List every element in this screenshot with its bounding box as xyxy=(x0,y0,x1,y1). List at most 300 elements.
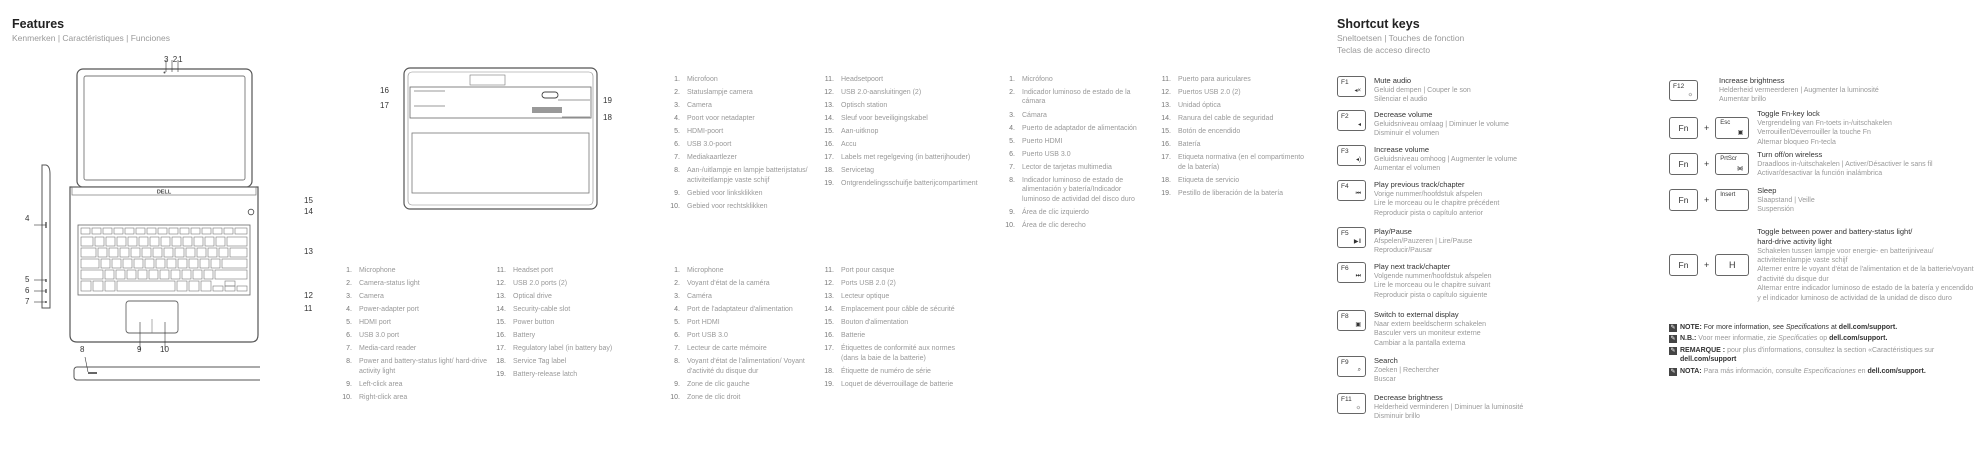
callout: 12 xyxy=(304,291,313,300)
feature-list-item xyxy=(494,318,644,327)
key-label: F8 xyxy=(1341,313,1349,320)
item-label: HDMI-poort xyxy=(687,128,724,136)
feature-list-item xyxy=(494,305,644,314)
item-label: Zone de clic gauche xyxy=(687,380,750,388)
item-label: Etiqueta de servicio xyxy=(1178,176,1240,184)
feature-list-fr-part1 xyxy=(668,266,818,406)
item-number: 5. xyxy=(674,128,680,136)
shortcut-translation: Slaapstand | Veille xyxy=(1757,196,1815,204)
item-label: Port pour casque xyxy=(841,267,895,274)
features-subtitle: Kenmerken | Caractéristiques | Funciones xyxy=(12,33,170,43)
item-number: 2. xyxy=(346,280,352,288)
item-label: Labels met regelgeving (in batterijhouder) xyxy=(841,154,971,162)
shortcut-translation: Geluidsniveau omhoog | Augmenter le volume xyxy=(1374,155,1518,163)
item-number: 8. xyxy=(1009,176,1015,184)
item-label: Port de l'adaptateur d'alimentation xyxy=(687,306,793,314)
feature-list-item xyxy=(822,179,982,188)
item-label: Regulatory label (in battery bay) xyxy=(513,345,613,353)
shortcut-row xyxy=(1337,145,1637,174)
shortcut-description xyxy=(1757,150,1932,179)
item-label: Etiqueta normativa (en el compartimento de la batería) xyxy=(1178,154,1305,171)
shortcut-row xyxy=(1669,76,1974,105)
item-label: Indicador luminoso de estado de alimentación y batería/Indicador luminoso de actividad del disco duro xyxy=(1022,176,1135,203)
key-label: F5 xyxy=(1341,230,1349,237)
shortcut-translation: Vorige nummer/hoofdstuk afspelen xyxy=(1374,190,1483,198)
item-number: 13. xyxy=(824,102,834,110)
function-key xyxy=(1337,310,1366,331)
item-number: 13. xyxy=(824,293,834,301)
item-label: Statuslampje camera xyxy=(687,89,753,97)
feature-list-item xyxy=(1159,176,1309,185)
shortcut-description xyxy=(1374,310,1486,348)
item-number: 9. xyxy=(674,380,680,388)
feature-list-item xyxy=(668,75,818,84)
shortcut-action: Play previous track/chapter xyxy=(1374,180,1465,189)
note-text: Para más información, consulte xyxy=(1703,367,1802,375)
feature-list-item xyxy=(668,153,818,162)
item-label: Servicetag xyxy=(841,167,875,175)
item-number: 3. xyxy=(346,293,352,301)
feature-list-item xyxy=(494,370,644,379)
key-glyph-icon: ⏭ xyxy=(1355,273,1361,279)
item-number: 1. xyxy=(346,267,352,274)
item-label: Optical drive xyxy=(513,293,552,301)
feature-list-item xyxy=(668,140,818,149)
item-number: 6. xyxy=(346,332,352,340)
feature-list-item xyxy=(340,380,490,389)
item-number: 17. xyxy=(824,345,834,353)
key-label: Esc xyxy=(1720,120,1731,127)
callout: 1 xyxy=(178,55,184,64)
key-label: F6 xyxy=(1341,265,1349,272)
callout: 11 xyxy=(304,304,313,313)
feature-list-item xyxy=(1003,163,1148,172)
feature-list-item xyxy=(668,88,818,97)
item-number: 8. xyxy=(346,358,352,366)
feature-list-nl-part1 xyxy=(668,75,818,215)
note-icon: ✎ xyxy=(1670,336,1676,343)
shortcut-description xyxy=(1374,76,1471,105)
item-label: Bouton d'alimentation xyxy=(841,319,909,327)
feature-list-item xyxy=(1159,88,1309,97)
feature-list-nl-part2 xyxy=(822,75,982,192)
note-italic: Specifications xyxy=(1785,324,1830,331)
item-label: Battery-release latch xyxy=(513,371,578,379)
shortcut-subtitle-line2: Teclas de acceso directo xyxy=(1337,45,1431,55)
shortcut-description xyxy=(1374,145,1517,174)
feature-list-item xyxy=(668,305,818,314)
key-glyph-icon: ⏮ xyxy=(1355,191,1361,197)
function-key xyxy=(1337,180,1366,201)
note-italic: Specificaties xyxy=(1778,335,1818,343)
feature-list-item xyxy=(822,367,972,376)
feature-list-item xyxy=(340,393,490,402)
plus-sign: + xyxy=(1704,195,1710,206)
fn-key: Fn xyxy=(1669,117,1698,139)
feature-list-item xyxy=(1159,189,1309,198)
feature-list-es-part2 xyxy=(1159,75,1309,202)
feature-list-item xyxy=(668,344,818,353)
item-label: Ports USB 2.0 (2) xyxy=(841,280,896,288)
item-label: Voyant d'état de l'alimentation/ Voyant d'activité du disque dur xyxy=(687,358,805,375)
feature-list-es-part1 xyxy=(1003,75,1148,234)
note-link[interactable]: dell.com/support. xyxy=(1867,367,1926,375)
shortcut-description xyxy=(1374,393,1523,422)
feature-list-item xyxy=(340,292,490,301)
item-number: 4. xyxy=(1009,124,1015,132)
item-number: 14. xyxy=(824,115,834,123)
key-label: F12 xyxy=(1673,82,1685,90)
key-glyph-icon: ⌕ xyxy=(1357,367,1361,373)
feature-list-item xyxy=(1003,111,1148,120)
shortcut-action: Increase brightness xyxy=(1719,76,1785,85)
shortcut-translation: Helderheid verminderen | Diminuer la luminosité xyxy=(1374,403,1524,411)
callout: 7 xyxy=(25,297,30,306)
feature-list-item xyxy=(494,292,644,301)
shortcut-action: Play next track/chapter xyxy=(1374,262,1451,271)
shortcut-description xyxy=(1757,109,1892,147)
item-label: Ranura del cable de seguridad xyxy=(1178,115,1274,123)
key-label: F3 xyxy=(1341,148,1349,155)
shortcut-title: Shortcut keys xyxy=(1337,17,1420,31)
feature-list-item xyxy=(822,292,972,301)
item-label: Optisch station xyxy=(841,102,888,110)
shortcut-row xyxy=(1337,310,1637,348)
feature-list-en-part1 xyxy=(340,266,490,406)
feature-list-item xyxy=(340,357,490,376)
item-label: Zone de clic droit xyxy=(687,393,741,401)
item-label: Microfoon xyxy=(687,76,718,83)
fn-key: Fn xyxy=(1669,153,1698,175)
item-label: Power-adapter port xyxy=(359,306,419,314)
feature-list-item xyxy=(340,318,490,327)
note-icon: ✎ xyxy=(1670,325,1676,331)
feature-list-item xyxy=(1003,137,1148,146)
feature-list-item xyxy=(1003,176,1148,204)
item-label: USB 2.0 ports (2) xyxy=(513,280,568,288)
function-key xyxy=(1337,110,1366,131)
shortcut-description xyxy=(1374,356,1439,385)
item-number: 12. xyxy=(824,89,834,97)
item-label: Unidad óptica xyxy=(1178,102,1221,110)
shortcut-row xyxy=(1669,227,1974,303)
shortcut-description xyxy=(1374,110,1509,139)
item-number: 7. xyxy=(346,345,352,353)
shortcut-action: Play/Pause xyxy=(1374,227,1412,236)
feature-list-en-part2 xyxy=(494,266,644,383)
item-number: 8. xyxy=(674,167,680,175)
shortcut-description xyxy=(1374,262,1492,300)
shortcut-translation: Schakelen tussen lampje voor energie- en batterijniveau/ activiteitenlampje vaste schijf xyxy=(1757,247,1934,264)
function-key xyxy=(1337,262,1366,283)
item-number: 15. xyxy=(1161,128,1171,136)
callout: 15 xyxy=(304,196,313,205)
item-number: 14. xyxy=(1161,115,1171,123)
feature-list-item xyxy=(1003,150,1148,159)
item-label: Port HDMI xyxy=(687,319,720,327)
shortcut-translation: Activar/desactivar la función inalámbrica xyxy=(1757,170,1883,178)
item-number: 19. xyxy=(824,380,834,388)
callout: 8 xyxy=(80,345,85,354)
shortcut-translation: Aumentar brillo xyxy=(1719,96,1767,104)
item-label: Port USB 3.0 xyxy=(687,332,728,340)
item-label: Headsetpoort xyxy=(841,76,884,83)
item-label: Batterie xyxy=(841,332,866,340)
item-number: 16. xyxy=(824,332,834,340)
combo-key xyxy=(1715,117,1749,139)
item-number: 16. xyxy=(1161,141,1171,149)
item-label: Camera xyxy=(687,102,712,110)
note-text: For more information, see xyxy=(1703,324,1784,331)
feature-list-item xyxy=(668,202,818,211)
feature-list-item xyxy=(822,101,982,110)
item-label: USB 3.0-poort xyxy=(687,141,732,149)
notes xyxy=(1669,323,1969,378)
shortcut-description xyxy=(1757,227,1974,303)
item-label: Power button xyxy=(513,319,555,327)
feature-list-item xyxy=(1003,75,1148,84)
shortcut-action: Increase volume xyxy=(1374,145,1430,154)
note-icon: ✎ xyxy=(1670,347,1676,354)
item-number: 4. xyxy=(674,115,680,123)
item-number: 4. xyxy=(346,306,352,314)
item-number: 9. xyxy=(346,380,352,388)
item-number: 3. xyxy=(674,102,680,110)
item-label: Cámara xyxy=(1022,111,1047,119)
feature-list-item xyxy=(494,266,644,275)
item-number: 9. xyxy=(674,189,680,197)
feature-list-item xyxy=(822,279,972,288)
item-label: Microphone xyxy=(359,267,396,274)
item-label: Aan-/uitlampje en lampje batterijstatus/ activiteitlampje vaste schijf xyxy=(687,167,808,184)
shortcut-description xyxy=(1374,227,1472,256)
feature-list-item xyxy=(1159,114,1309,123)
feature-list-item xyxy=(494,331,644,340)
laptop-front-illustration xyxy=(0,50,260,390)
item-label: USB 3.0 port xyxy=(359,332,400,340)
shortcut-translation: Alternar entre indicador luminoso de estado de la batería y encendido y el indicador luminoso de actividad de la unidad de disco duro xyxy=(1757,285,1974,302)
shortcut-translation: Zoeken | Rechercher xyxy=(1374,366,1440,374)
item-number: 6. xyxy=(674,141,680,149)
item-label: Camera-status light xyxy=(359,280,420,288)
item-label: Battery xyxy=(513,332,536,340)
shortcut-action: Switch to external display xyxy=(1374,310,1459,319)
note-link[interactable]: dell.com/support. xyxy=(1838,324,1898,331)
feature-list-item xyxy=(668,393,818,402)
shortcut-translation: Verrouiller/Déverrouiller la touche Fn xyxy=(1757,129,1871,137)
feature-list-item xyxy=(1159,75,1309,84)
item-number: 4. xyxy=(674,306,680,314)
shortcut-subtitle-line1: Sneltoetsen | Touches de fonction xyxy=(1337,33,1465,43)
shortcut-translation: Geluidsniveau omlaag | Diminuer le volume xyxy=(1374,120,1509,128)
item-label: Power and battery-status light/ hard-drive activity light xyxy=(359,358,488,375)
note-link[interactable]: dell.com/support. xyxy=(1829,335,1888,343)
shortcut-action: Mute audio xyxy=(1374,76,1412,85)
fn-key: Fn xyxy=(1669,254,1698,276)
feature-list-item xyxy=(822,305,972,314)
item-label: Área de clic izquierdo xyxy=(1022,208,1089,216)
item-number: 11. xyxy=(1161,76,1171,83)
feature-list-fr-part2 xyxy=(822,266,972,393)
dell-logo: DELL xyxy=(156,189,172,196)
item-number: 18. xyxy=(824,367,834,375)
shortcut-description xyxy=(1757,186,1814,215)
key-label: F1 xyxy=(1341,79,1349,86)
item-label: Right-click area xyxy=(359,393,408,401)
note-italic: Especificaciones xyxy=(1803,367,1856,375)
item-number: 13. xyxy=(1161,102,1171,110)
item-label: Micrófono xyxy=(1022,76,1053,83)
shortcut-action: Turn off/on wireless xyxy=(1757,150,1823,159)
feature-list-item xyxy=(668,357,818,376)
item-number: 19. xyxy=(496,371,506,379)
item-number: 11. xyxy=(496,267,506,274)
item-label: Left-click area xyxy=(359,380,403,388)
item-label: Ontgrendelingsschuifje batterijcompartiment xyxy=(841,180,978,188)
item-number: 17. xyxy=(496,345,506,353)
plus-sign: + xyxy=(1704,260,1710,271)
key-glyph-icon: ▣ xyxy=(1355,322,1361,328)
feature-list-item xyxy=(822,140,982,149)
function-key xyxy=(1337,227,1366,248)
item-number: 17. xyxy=(824,154,834,162)
key-combo xyxy=(1669,227,1749,303)
feature-list-item xyxy=(494,344,644,353)
item-label: Lector de tarjetas multimedia xyxy=(1022,163,1112,171)
callout: 13 xyxy=(304,247,313,256)
shortcut-translation: Reproducir pista o capítulo siguiente xyxy=(1374,291,1488,299)
shortcut-translation: Disminuir brillo xyxy=(1374,413,1420,421)
item-number: 9. xyxy=(1009,208,1015,216)
note-nl xyxy=(1669,334,1969,343)
item-label: Loquet de déverrouillage de batterie xyxy=(841,380,954,388)
feature-list-item xyxy=(340,331,490,340)
item-label: Service Tag label xyxy=(513,358,567,366)
item-number: 12. xyxy=(824,280,834,288)
feature-list-item xyxy=(668,318,818,327)
callouts-top xyxy=(164,55,184,64)
note-icon: ✎ xyxy=(1670,368,1676,375)
item-number: 1. xyxy=(1009,76,1015,83)
item-number: 19. xyxy=(824,180,834,188)
item-number: 7. xyxy=(1009,163,1015,171)
feature-list-item xyxy=(668,127,818,136)
item-number: 7. xyxy=(674,154,680,162)
note-link[interactable]: dell.com/support xyxy=(1680,356,1737,364)
note-es xyxy=(1669,367,1969,376)
shortcut-translation: Lire le morceau ou le chapitre précédent xyxy=(1374,200,1500,208)
plus-sign: + xyxy=(1704,123,1710,134)
item-number: 8. xyxy=(674,358,680,366)
item-number: 10. xyxy=(342,393,352,401)
feature-list-item xyxy=(668,380,818,389)
callout: 2 xyxy=(172,55,179,64)
item-number: 14. xyxy=(824,306,834,314)
note-prefix: REMARQUE : xyxy=(1680,346,1726,354)
shortcut-translation: Alternar bloqueo Fn-tecla xyxy=(1757,138,1836,146)
shortcut-row xyxy=(1337,356,1637,385)
key-glyph-icon: ◂× xyxy=(1354,88,1361,94)
features-header xyxy=(12,17,170,43)
shortcut-action: Decrease brightness xyxy=(1374,393,1443,402)
shortcut-translation: Alterner entre le voyant d'état de l'alimentation et de la batterie/voyant d'activité du disque dur xyxy=(1757,266,1974,283)
shortcut-translation: Afspelen/Pauzeren | Lire/Pause xyxy=(1374,237,1473,245)
item-label: Headset port xyxy=(513,267,554,274)
feature-list-item xyxy=(668,292,818,301)
shortcut-translation: Reproducir pista o capítulo anterior xyxy=(1374,209,1483,217)
item-number: 12. xyxy=(496,280,506,288)
shortcut-translation: Disminuir el volumen xyxy=(1374,130,1439,138)
item-number: 2. xyxy=(1009,89,1015,97)
key-combo xyxy=(1669,109,1749,147)
item-number: 19. xyxy=(1161,189,1171,197)
shortcut-header xyxy=(1337,17,1464,55)
feature-list-item xyxy=(668,331,818,340)
shortcut-translation: Vergrendeling van Fn-toets in-/uitschakelen xyxy=(1757,119,1892,127)
callout: 3 xyxy=(164,55,170,64)
item-label: Pestillo de liberación de la batería xyxy=(1178,189,1284,197)
callout: 14 xyxy=(304,207,313,216)
combo-key xyxy=(1715,254,1749,276)
key-glyph-icon: ☼ xyxy=(1355,405,1361,411)
shortcut-row xyxy=(1669,109,1974,147)
item-label: Media-card reader xyxy=(359,345,417,353)
item-label: HDMI port xyxy=(359,319,391,327)
function-key xyxy=(1337,356,1366,377)
feature-list-item xyxy=(1159,127,1309,136)
feature-list-item xyxy=(822,380,972,389)
callout: 9 xyxy=(137,345,142,354)
shortcut-row xyxy=(1669,150,1974,179)
note-fr xyxy=(1669,346,1969,365)
shortcut-translation: Lire le morceau ou le chapitre suivant xyxy=(1374,282,1491,290)
shortcut-action: Sleep xyxy=(1757,186,1777,195)
key-label: F11 xyxy=(1341,396,1352,403)
shortcut-translation: Geluid dempen | Couper le son xyxy=(1374,86,1471,94)
item-number: 13. xyxy=(496,293,506,301)
callout: 18 xyxy=(603,113,612,122)
item-number: 11. xyxy=(824,76,834,83)
key-label: F9 xyxy=(1341,359,1349,366)
combo-key xyxy=(1715,153,1749,175)
item-number: 10. xyxy=(1005,221,1015,229)
note-en xyxy=(1669,323,1969,332)
shortcut-row xyxy=(1337,110,1637,139)
item-label: Microphone xyxy=(687,267,724,274)
item-label: Security-cable slot xyxy=(513,306,571,314)
item-number: 12. xyxy=(1161,89,1171,97)
key-label: F4 xyxy=(1341,183,1349,190)
shortcut-action: Toggle between power and battery-status light/ xyxy=(1757,227,1913,236)
item-number: 1. xyxy=(674,76,680,83)
shortcut-row xyxy=(1669,186,1974,215)
item-number: 15. xyxy=(496,319,506,327)
callout: 4 xyxy=(25,214,30,223)
item-number: 15. xyxy=(824,319,834,327)
note-prefix: NOTE: xyxy=(1680,324,1702,331)
feature-list-item xyxy=(822,331,972,340)
shortcut-translation: Buscar xyxy=(1374,376,1396,384)
feature-list-item xyxy=(1159,101,1309,110)
item-number: 5. xyxy=(674,319,680,327)
item-label: Poort voor netadapter xyxy=(687,115,755,123)
note-text: op xyxy=(1819,335,1828,343)
item-label: Gebied voor linksklikken xyxy=(687,189,763,197)
function-key xyxy=(1669,80,1698,101)
feature-list-item xyxy=(822,153,982,162)
key-glyph-icon: ☼ xyxy=(1687,91,1693,98)
item-number: 6. xyxy=(1009,150,1015,158)
